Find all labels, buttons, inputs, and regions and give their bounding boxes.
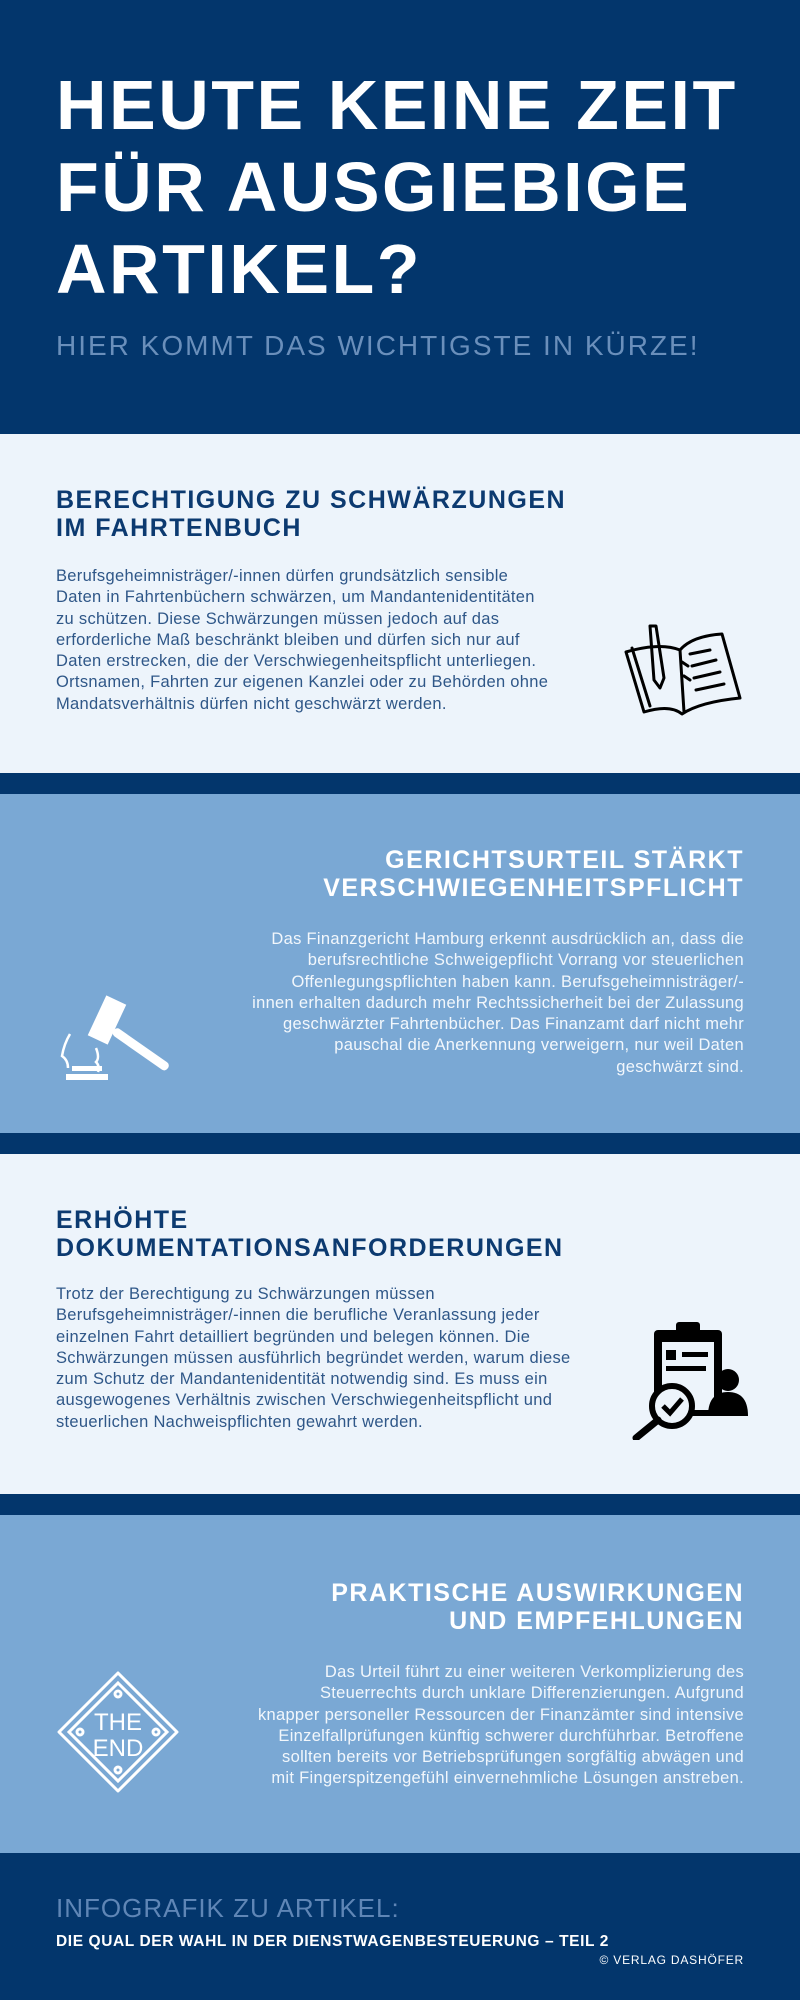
title-line: HEUTE KEINE ZEIT [56,66,738,144]
section-heading [56,1206,564,1262]
body-line: pauschal die Anerkennung verweigern, nur weil Daten [334,1036,744,1055]
section-heading [56,486,566,542]
section-heading [323,846,744,902]
heading-line: BERECHTIGUNG ZU SCHWÄRZUNGEN [56,486,567,514]
heading-line: ERHÖHTE [56,1206,189,1234]
body-line: Daten in Fahrtenbüchern schwärzen, um Mandantenidentitäten [56,588,535,607]
body-line: innen erhalten dadurch mehr Rechtssicherheit bei der Zulassung [252,993,744,1012]
section-auswirkungen [0,1515,800,1853]
body-line: geschwärzter Fahrtenbücher. Das Finanzamt darf nicht mehr [283,1015,744,1034]
body-line: Das Urteil führt zu einer weiteren Verkomplizierung des [324,1663,744,1681]
body-line: steuerlichen Nachweispflichten gewahrt werden. [56,1412,423,1431]
body-line: Ortsnamen, Fahrten zur eigenen Kanzlei oder zu Behörden ohne [56,673,549,692]
heading-line: GERICHTSURTEIL STÄRKT [385,846,744,874]
body-line: Offenlegungspflichten haben kann. Berufsgeheimnisträger/- [291,972,744,991]
copyright: © VERLAG DASHÖFER [599,1953,744,1967]
section-body [56,1284,571,1433]
body-line: berufsrechtliche Schweigepflicht Vorrang vor steuerlichen [307,951,744,970]
heading-line: VERSCHWIEGENHEITSPFLICHT [323,874,744,902]
heading-line: PRAKTISCHE AUSWIRKUNGEN [331,1579,744,1607]
body-line: Steuerrechts durch unklare Differenzierungen. Aufgrund [319,1684,744,1703]
body-line: zum Schutz der Mandantenidentität notwendig sind. Es muss ein [56,1370,548,1389]
body-line: knapper personeller Ressourcen der Finanzämter sind intensive [257,1705,744,1724]
heading-line: DOKUMENTATIONSANFORDERUNGEN [56,1234,564,1262]
article-title: DIE QUAL DER WAHL IN DER DIENSTWAGENBESTEUERUNG – TEIL 2 [56,1933,609,1950]
body-line: Schwärzungen müssen ausführlich begründet werden, warum diese [56,1348,571,1367]
footer-label: INFOGRAFIK ZU ARTIKEL: [56,1893,400,1923]
body-line: Einzelfallprüfungen künftig schwerer durchführbar. Betroffene [278,1726,744,1745]
section-body [258,1662,744,1790]
body-line: einzelnen Fahrt detailliert begründen und belegen können. Die [56,1327,531,1346]
section-body [252,929,744,1078]
body-line: Mandatsverhältnis dürfen nicht geschwärzt werden. [56,694,447,713]
body-line: erforderliche Maß beschränkt bleiben und dürfen sich nur auf [56,630,520,649]
section-body [56,566,548,715]
body-line: Trotz der Berechtigung zu Schwärzungen müssen [56,1285,435,1303]
gavel-icon [56,986,180,1086]
divider [0,1494,800,1515]
title-line: FÜR AUSGIEBIGE [56,148,692,226]
section-dokumentation [0,1154,800,1494]
title-line: ARTIKEL? [56,230,423,308]
body-line: geschwärzt sind. [616,1057,744,1076]
body-line: Berufsgeheimnisträger/-innen dürfen grundsätzlich sensible [56,567,509,585]
clipboard-magnifier-person-icon [632,1320,748,1440]
section-heading [331,1579,744,1635]
body-line: Daten erstrecken, die der Verschwiegenheitspflicht unterliegen. [56,652,537,671]
divider [0,1133,800,1154]
subtitle: HIER KOMMT DAS WICHTIGSTE IN KÜRZE! [56,330,700,361]
heading-line: IM FAHRTENBUCH [56,514,302,542]
section-gerichtsurteil [0,794,800,1133]
heading-line: UND EMPFEHLUNGEN [449,1607,744,1635]
section-berechtigung [0,434,800,773]
body-line: ausgewogenes Verhältnis zwischen Verschwiegenheitspflicht und [56,1391,553,1410]
body-line: Das Finanzgericht Hamburg erkennt ausdrücklich an, dass die [271,930,744,948]
icon-text: THE [94,1709,142,1736]
the-end-sign-icon [56,1670,180,1794]
body-line: sollten bereits vor Betriebsprüfungen sorgfältig abwägen und [282,1748,744,1767]
body-line: zu schützen. Diese Schwärzungen müssen jedoch auf das [56,609,500,628]
divider [0,773,800,794]
footer [0,1853,800,2000]
body-line: Berufsgeheimnisträger/-innen die berufliche Veranlassung jeder [56,1306,540,1325]
body-line: mit Fingerspitzengefühl einvernehmliche Lösungen anstreben. [271,1769,744,1788]
header [0,0,800,434]
open-book-pen-icon [620,622,744,722]
icon-text: END [92,1735,144,1762]
page-title [56,64,738,310]
